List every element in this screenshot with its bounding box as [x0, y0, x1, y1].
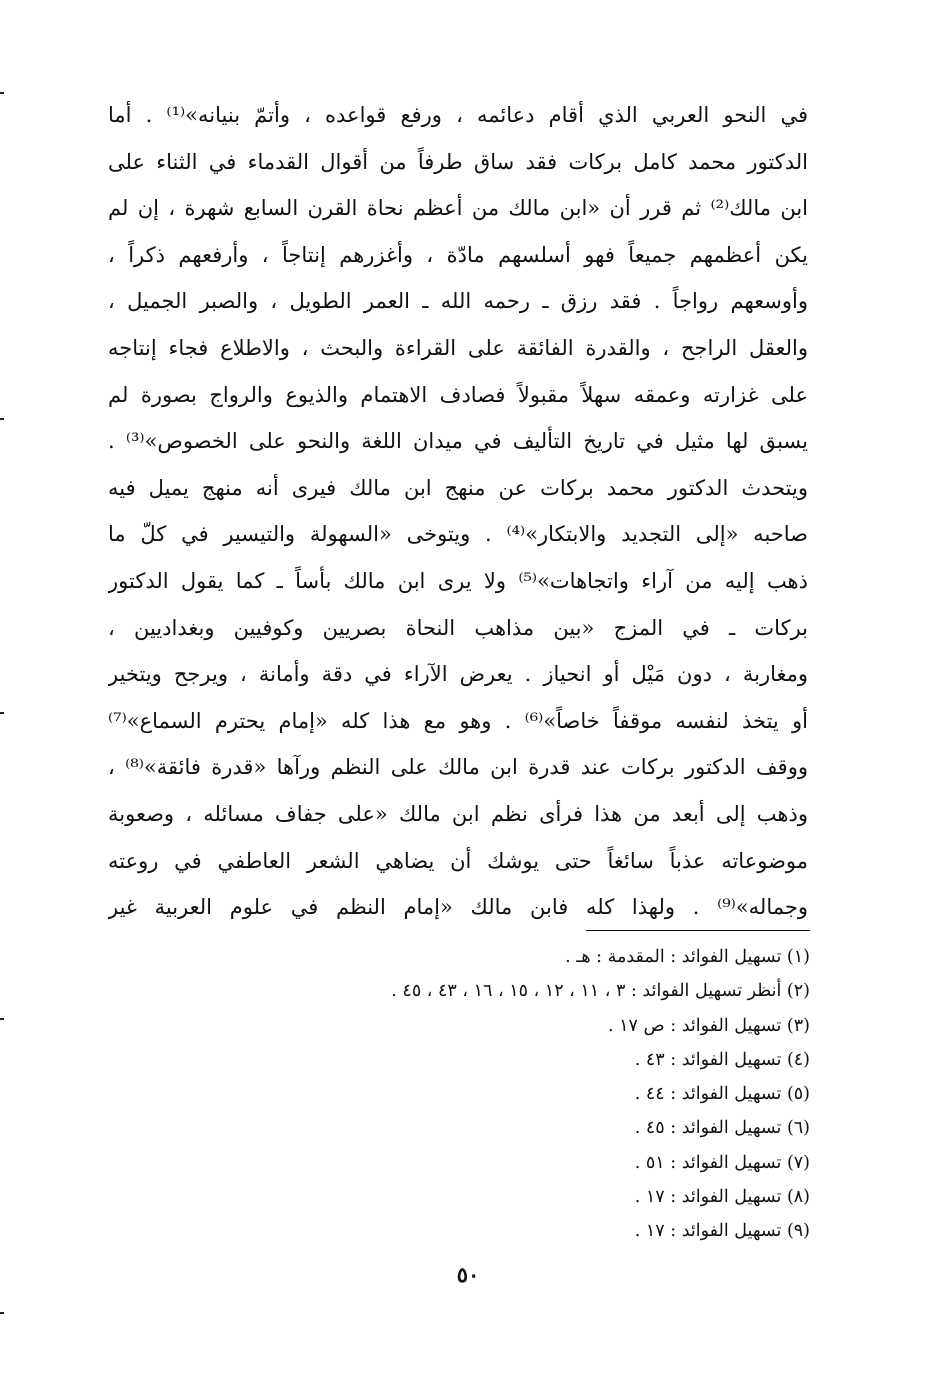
text-line: يكن أعظمهم جميعاً فهو أسلسهم مادّة ، وأغزرهم إنتاجاً ، وأرفعهم ذكراً ، [108, 242, 808, 267]
footnote: (٣) تسهيل الفوائد : ص ١٧ . [608, 1015, 810, 1036]
footnote: (٤) تسهيل الفوائد : ٤٣ . [634, 1049, 810, 1070]
text-line: وأوسعهم رواجاً . فقد رزق ـ رحمه الله ـ العمر الطويل ، والصبر الجميل ، [108, 289, 808, 314]
text-line: بركات ـ في المزج «بين مذاهب النحاة بصريين وكوفيين وبغداديين ، [108, 615, 808, 640]
scan-edge-mark [0, 92, 4, 94]
footnote: (٥) تسهيل الفوائد : ٤٤ . [634, 1084, 810, 1105]
text-line: صاحبه «إلى التجديد والابتكار»⁽⁴⁾ . ويتوخى «السهولة والتيسير في كلّ ما [108, 522, 808, 547]
text-line: يسبق لها مثيل في تاريخ التأليف في ميدان اللغة والنحو على الخصوص»⁽³⁾ . [108, 429, 808, 454]
text-line: الدكتور محمد كامل بركات فقد ساق طرفاً من أقوال القدماء في الثناء على [108, 149, 808, 174]
footnote: (١) تسهيل الفوائد : المقدمة : هـ . [565, 947, 810, 967]
scan-edge-mark [0, 418, 4, 420]
footnote: (٢) أنظر تسهيل الفوائد : ٣ ، ١١ ، ١٢ ، ١٥ ، ١٦ ، ٤٣ ، ٤٥ . [391, 981, 810, 1002]
main-text-block [108, 92, 808, 931]
text-line: ويتحدث الدكتور محمد بركات عن منهج ابن مالك فيرى أنه منهج يميل فيه [108, 475, 808, 500]
text-line: ابن مالك⁽²⁾ ثم قرر أن «ابن مالك من أعظم نحاة القرن السابع شهرة ، إن لم [108, 196, 808, 221]
footnote: (٩) تسهيل الفوائد : ١٧ . [634, 1221, 810, 1242]
text-line: ومغاربة ، دون مَيْل أو انحياز . يعرض الآراء في دقة وأمانة ، ويرجح ويتخير [108, 662, 808, 687]
footnote: (٧) تسهيل الفوائد : ٥١ . [634, 1152, 810, 1173]
scan-edge-mark [0, 1312, 4, 1314]
scan-edge-mark [0, 712, 4, 714]
text-line: في النحو العربي الذي أقام دعائمه ، ورفع قواعده ، وأتمّ بنيانه»⁽¹⁾ . أما [108, 103, 808, 127]
page-number: ٥٠ [456, 1262, 480, 1287]
text-line: موضوعاته عذباً سائغاً حتى يوشك أن يضاهي الشعر العاطفي في روعته [108, 848, 808, 873]
text-line: ووقف الدكتور بركات عند قدرة ابن مالك على النظم ورآها «قدرة فائقة»⁽⁸⁾ ، [108, 755, 808, 780]
footnote: (٦) تسهيل الفوائد : ٤٥ . [634, 1118, 810, 1139]
scan-edge-mark [0, 1018, 4, 1020]
footnote: (٨) تسهيل الفوائد : ١٧ . [634, 1187, 810, 1208]
text-line: وجماله»⁽⁹⁾ . ولهذا كله فابن مالك «إمام النظم في علوم العربية غير [108, 895, 808, 920]
footnotes-block [200, 940, 810, 1249]
text-line: والعقل الراجح ، والقدرة الفائقة على القراءة والبحث ، والاطلاع فجاء إنتاجه [108, 335, 808, 360]
footnote-separator [586, 930, 810, 931]
text-line: أو يتخذ لنفسه موقفاً خاصاً»⁽⁶⁾ . وهو مع هذا كله «إمام يحترم السماع»⁽⁷⁾ [108, 708, 808, 733]
text-line: على غزارته وعمقه سهلاً مقبولاً فصادف الاهتمام والذيوع والرواج بصورة لم [108, 382, 808, 407]
text-line: وذهب إلى أبعد من هذا فرأى نظم ابن مالك «على جفاف مسائله ، وصعوبة [108, 801, 808, 826]
text-line: ذهب إليه من آراء واتجاهات»⁽⁵⁾ ولا يرى ابن مالك بأساً ـ كما يقول الدكتور [108, 568, 808, 593]
